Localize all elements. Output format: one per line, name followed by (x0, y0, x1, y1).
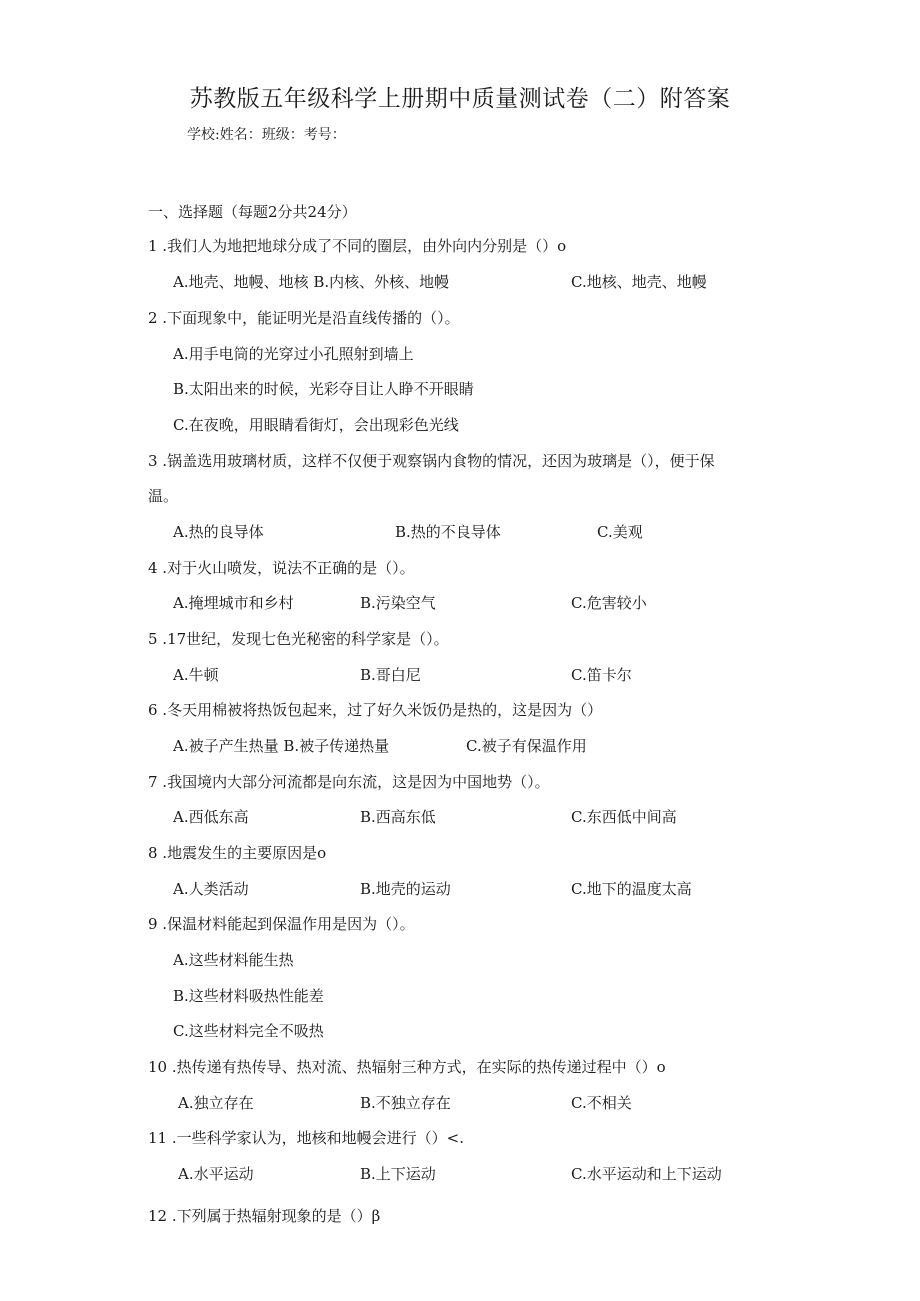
option: C.地下的温度太高 (571, 880, 692, 898)
option: B.这些材料吸热性能差 (173, 987, 324, 1005)
question-2: 2 .下面现象中，能证明光是沿直线传播的（）。 (148, 309, 460, 327)
option: C.东西低中间高 (571, 808, 677, 826)
question-continuation: 温。 (148, 487, 179, 505)
option: B.太阳出来的时候，光彩夺目让人睁不开眼睛 (173, 380, 474, 398)
page-title: 苏教版五年级科学上册期中质量测试卷（二）附答案 (189, 86, 731, 112)
option: A.人类活动 (173, 880, 249, 898)
option: C.美观 (597, 523, 643, 541)
question-3: 3 .锅盖选用玻璃材质，这样不仅便于观察锅内食物的情况，还因为玻璃是（），便于保 (148, 452, 715, 470)
question-1: 1 .我们人为地把地球分成了不同的圈层，由外向内分别是（）o (148, 237, 567, 255)
question-5: 5 .17世纪，发现七色光秘密的科学家是（）。 (148, 630, 449, 648)
question-9: 9 .保温材料能起到保温作用是因为（）。 (148, 915, 415, 933)
option: B.热的不良导体 (395, 523, 501, 541)
section-heading: 一、选择题（每题2分共24分） (148, 203, 357, 221)
option: A.掩埋城市和乡村 (173, 594, 294, 612)
option: A.牛顿 (173, 666, 219, 684)
option: C.这些材料完全不吸热 (173, 1022, 324, 1040)
option: B.不独立存在 (360, 1094, 451, 1112)
option: B.地壳的运动 (360, 880, 451, 898)
question-11: 11 .一些科学家认为，地核和地幔会进行（）<. (148, 1129, 464, 1147)
option: C.在夜晚，用眼睛看街灯，会出现彩色光线 (173, 416, 459, 434)
question-10: 10 .热传递有热传导、热对流、热辐射三种方式，在实际的热传递过程中（）o (148, 1058, 666, 1076)
option: C.水平运动和上下运动 (571, 1165, 722, 1183)
question-8: 8 .地震发生的主要原因是o (148, 844, 327, 862)
option: C.地核、地壳、地幔 (571, 273, 707, 291)
option: A.地壳、地幔、地核 B.内核、外核、地幔 (173, 273, 450, 291)
question-12: 12 .下列属于热辐射现象的是（）β (148, 1207, 381, 1225)
option: B.哥白尼 (360, 666, 421, 684)
option: A.水平运动 (178, 1165, 254, 1183)
option: C.不相关 (571, 1094, 632, 1112)
question-7: 7 .我国境内大部分河流都是向东流，这是因为中国地势（）。 (148, 773, 550, 791)
option: A.热的良导体 (173, 523, 264, 541)
option: C.笛卡尔 (571, 666, 632, 684)
option: A.被子产生热量 B.被子传递热量 (173, 737, 390, 755)
option: B.西高东低 (360, 808, 436, 826)
option: A.用手电筒的光穿过小孔照射到墙上 (173, 345, 414, 363)
option: C.被子有保温作用 (466, 737, 587, 755)
option: B.上下运动 (360, 1165, 436, 1183)
option: A.这些材料能生热 (173, 951, 294, 969)
student-info-line: 学校:姓名：班级：考号： (187, 127, 346, 143)
option: C.危害较小 (571, 594, 647, 612)
option: B.污染空气 (360, 594, 436, 612)
question-4: 4 .对于火山喷发，说法不正确的是（）。 (148, 559, 415, 577)
option: A.西低东高 (173, 808, 249, 826)
question-6: 6 .冬天用棉被将热饭包起来，过了好久米饭仍是热的，这是因为（） (148, 701, 603, 719)
option: A.独立存在 (178, 1094, 254, 1112)
